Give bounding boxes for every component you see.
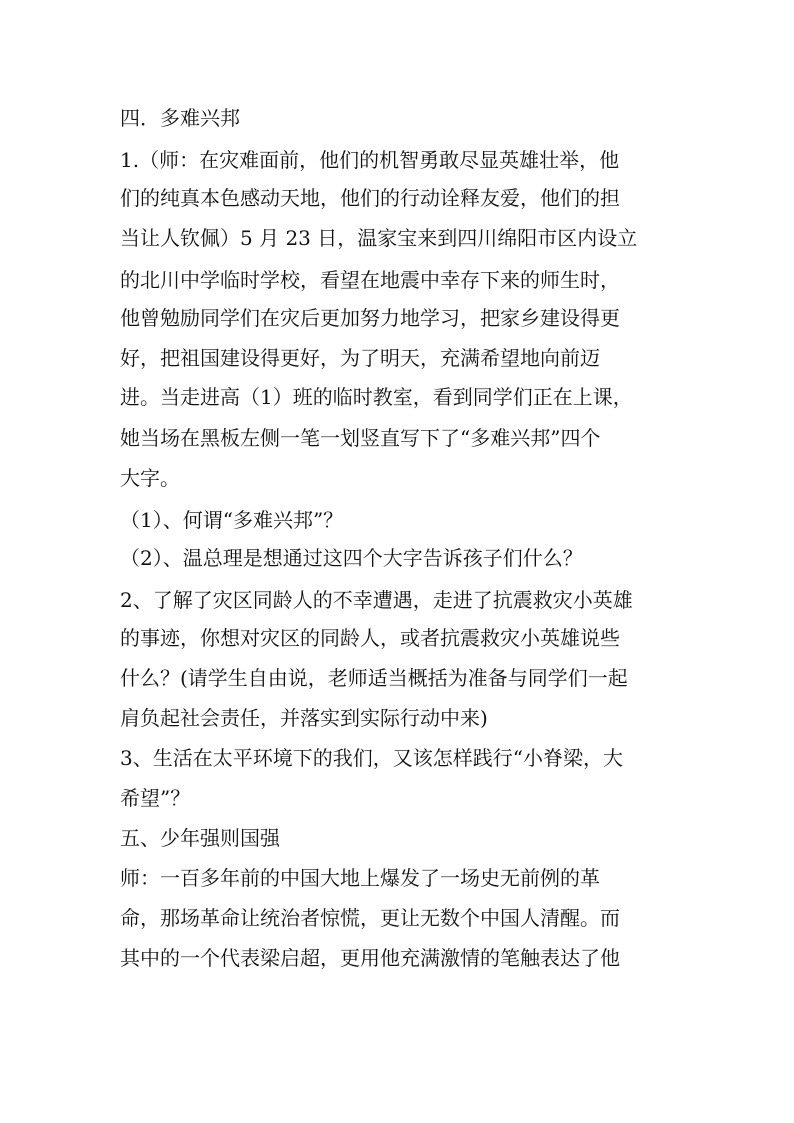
paragraph-line: 进。当走进高（1）班的临时教室，看到同学们正在上课， <box>120 385 633 409</box>
paragraph-line: 1.（师：在灾难面前，他们的机智勇敢尽显英雄壮举，他 <box>120 148 620 172</box>
paragraph-line: 其中的一个代表梁启超，更用他充满激情的笔触表达了他 <box>120 946 620 970</box>
paragraph-line: 好，把祖国建设得更好，为了明天，充满希望地向前迈 <box>120 346 600 370</box>
paragraph-line: 肩负起社会责任，并落实到实际行动中来) <box>120 706 488 730</box>
paragraph-line: 的北川中学临时学校，看望在地震中幸存下来的师生时， <box>120 268 620 292</box>
paragraph-line: 2、了解了灾区同龄人的不幸遭遇，走进了抗震救灾小英雄 <box>120 588 633 612</box>
paragraph-line: 大字。 <box>120 466 180 490</box>
paragraph-line: 她当场在黑板左侧一笔一划竖直写下了“多难兴邦”四个 <box>120 426 601 450</box>
question-item: （1）、何谓“多难兴邦”？ <box>120 508 344 532</box>
paragraph-line: 3、生活在太平环境下的我们，又该怎样践行“小脊梁，大 <box>120 746 623 770</box>
paragraph-line: 希望”？ <box>120 786 191 810</box>
paragraph-line: 师：一百多年前的中国大地上爆发了一场史无前例的革 <box>120 866 600 890</box>
section-heading: 四．多难兴邦 <box>120 106 240 130</box>
paragraph-line: 他曾勉励同学们在灾后更加努力地学习，把家乡建设得更 <box>120 306 620 330</box>
paragraph-line: 们的纯真本色感动天地，他们的行动诠释友爱，他们的担 <box>120 186 620 210</box>
question-item: （2）、温总理是想通过这四个大字告诉孩子们什么？ <box>120 546 583 570</box>
paragraph-line: 命，那场革命让统治者惊慌，更让无数个中国人清醒。而 <box>120 906 620 930</box>
paragraph-line: 的事迹，你想对灾区的同龄人，或者抗震救灾小英雄说些 <box>120 626 620 650</box>
paragraph-line: 当让人钦佩）5 月 23 日，温家宝来到四川绵阳市区内设立 <box>120 226 638 250</box>
paragraph-line: 什么？(请学生自由说，老师适当概括为准备与同学们一起 <box>120 666 628 690</box>
section-heading: 五、少年强则国强 <box>120 826 280 850</box>
